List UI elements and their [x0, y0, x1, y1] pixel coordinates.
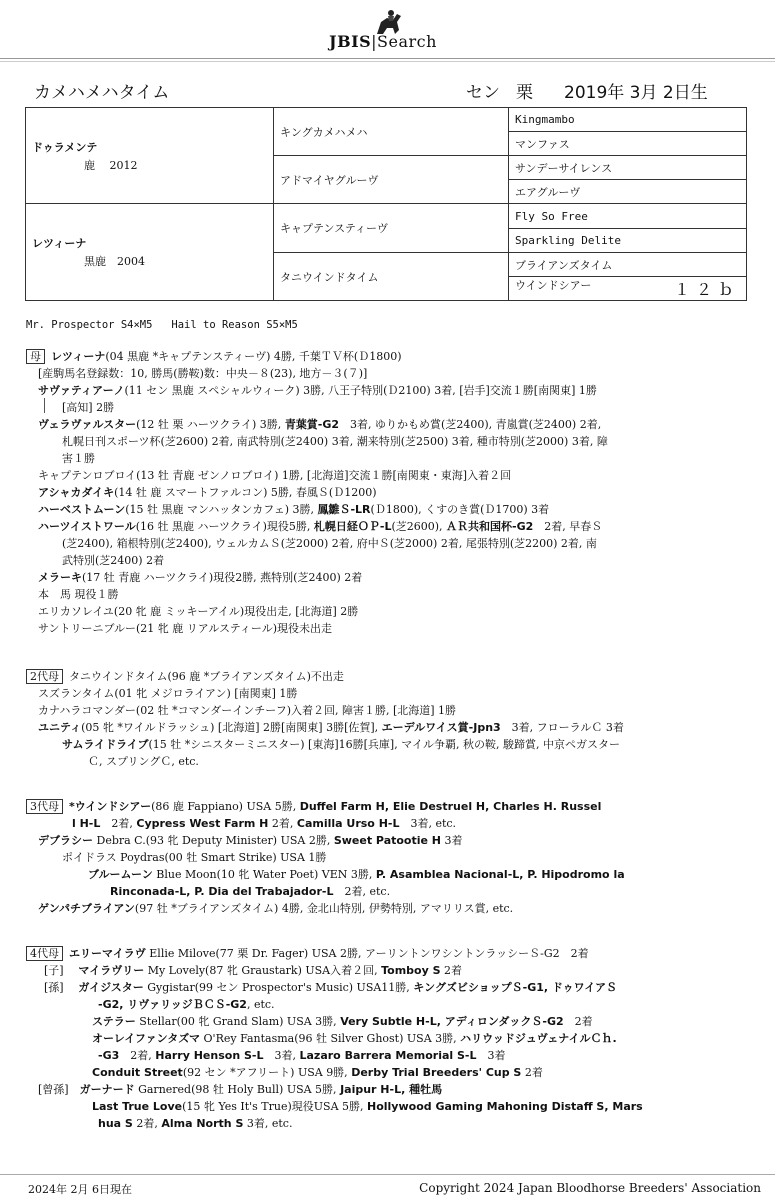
- race-link[interactable]: ＡＲ共和国杯-G2: [446, 520, 534, 533]
- record-line: [26, 348, 402, 365]
- record-text: [曾孫]: [38, 1083, 69, 1096]
- sibling-connector: [44, 398, 45, 413]
- record-text: Ｃ, スプリングＣ, etc.: [88, 755, 199, 768]
- record-line: [38, 416, 601, 433]
- record-text: (97 牡 *ブライアンズタイム) 4勝, 金北山特別, 伊勢特別, アマリリス賞, etc.: [134, 902, 514, 915]
- record-text: スズランタイム(01 牝 メジロライアン) [南関東] 1勝: [38, 687, 298, 700]
- record-text: 2着,: [119, 1049, 156, 1062]
- race-link[interactable]: ガイジスター: [63, 981, 144, 994]
- record-line: [38, 467, 511, 484]
- horse-link[interactable]: オーレイファンタズマ: [92, 1032, 201, 1045]
- record-line: [62, 399, 114, 416]
- record-text: キャプテンロブロイ(13 牡 青鹿 ゼンノロブロイ) 1勝, [北海道]交流１勝[南関東・東海]入着２回: [38, 469, 512, 482]
- record-text: (92 セン *アフリート) USA 9勝,: [182, 1066, 352, 1079]
- record-line: [88, 753, 199, 770]
- record-text: 2着: [563, 1015, 593, 1028]
- race-link[interactable]: 青葉賞-G2: [284, 418, 340, 431]
- family-number: １２ｂ: [673, 280, 740, 299]
- dam-detail: 黒鹿 2004: [84, 255, 145, 268]
- header-divider-2: [0, 61, 775, 62]
- record-line: [38, 518, 602, 535]
- record-line: [38, 702, 456, 719]
- record-text: 2着, 早春Ｓ: [533, 520, 603, 533]
- inbreeding-note: Mr. Prospector S4×M5 Hail to Reason S5×M5: [26, 319, 298, 331]
- record-text: (05 牝 *ワイルドラッシュ) [北海道] 2勝[南関東] 3勝[佐賀],: [81, 721, 382, 734]
- record-text: 3着, フローラルＣ 3着: [500, 721, 624, 734]
- record-text: 2着, etc.: [333, 885, 391, 898]
- record-text: (芝2600),: [391, 520, 447, 533]
- record-text: 2着,: [132, 1117, 162, 1130]
- record-text: Blue Moon(10 牝 Water Poet) VEN 3勝,: [152, 868, 376, 881]
- record-text: 札幌日刊スポーツ杯(芝2600) 2着, 南武特別(芝2400) 3着, 潮来特別(芝2500) 3着, 種市特別(芝2000) 3着, 障: [62, 435, 608, 448]
- sire-sire-cell[interactable]: キングカメハメハ: [274, 108, 509, 156]
- generation-label: 母: [26, 349, 45, 364]
- record-text: My Lovely(87 牝 Graustark) USA入着２回,: [144, 964, 382, 977]
- logo-divider: |: [371, 32, 378, 51]
- horse-link[interactable]: Rinconada-L, P. Dia del Trabajador-L: [110, 885, 334, 898]
- record-text: 本 馬 現役１勝: [38, 588, 119, 601]
- horse-color: 栗: [516, 83, 533, 103]
- record-text: 2着,: [100, 817, 137, 830]
- horse-link[interactable]: ハーベストムーン: [38, 503, 126, 516]
- record-text: O'Rey Fantasma(96 牡 Silver Ghost) USA 3勝,: [200, 1032, 461, 1045]
- record-line: [26, 945, 589, 962]
- dam-dam-cell[interactable]: タニウインドタイム: [274, 253, 509, 301]
- record-text: [孫]: [44, 981, 64, 994]
- sire-sire-sire[interactable]: Kingmambo: [509, 108, 747, 132]
- race-link[interactable]: Derby Trial Breeders' Cup S: [351, 1066, 522, 1079]
- record-text: Garnered(98 牡 Holy Bull) USA 5勝,: [134, 1083, 341, 1096]
- record-line: [62, 736, 620, 753]
- horse-link[interactable]: Last True Love: [92, 1100, 183, 1113]
- logo-text-search: Search: [377, 32, 437, 51]
- horse-link[interactable]: ユニティ: [38, 721, 82, 734]
- race-link[interactable]: Camilla Urso H-L: [296, 817, 400, 830]
- footer-divider: [0, 1174, 775, 1175]
- dam-sire-cell[interactable]: キャプテンスティーヴ: [274, 204, 509, 253]
- dam-dam-dam[interactable]: ウインドシアー: [515, 279, 592, 292]
- record-text: 2着: [521, 1066, 543, 1079]
- sire-dam-dam[interactable]: エアグルーヴ: [509, 180, 747, 204]
- record-text: (15 牝 Yes It's True)現役USA 5勝,: [182, 1100, 367, 1113]
- record-line: [38, 603, 358, 620]
- record-text: 2着: [440, 964, 463, 977]
- race-link[interactable]: ガーナード: [68, 1083, 135, 1096]
- record-line: [62, 552, 164, 569]
- horse-link[interactable]: -G3: [98, 1049, 120, 1062]
- race-link[interactable]: Jaipur H-L, 種牡馬: [340, 1083, 443, 1096]
- horse-link[interactable]: ヴェラヴァルスター: [38, 418, 137, 431]
- record-line: [38, 719, 624, 736]
- logo-text-jbis: JBIS: [329, 32, 372, 51]
- record-text: Stellar(00 牝 Grand Slam) USA 3勝,: [135, 1015, 341, 1028]
- horse-title-row: [34, 78, 734, 102]
- record-text: 3着, ゆりかもめ賞(芝2400), 青嵐賞(芝2400) 2着,: [339, 418, 602, 431]
- record-line: [110, 883, 390, 900]
- record-text: (86 鹿 Fappiano) USA 5勝,: [151, 800, 300, 813]
- race-link[interactable]: ハリウッドジュヴェナイルＣｈ.: [460, 1032, 617, 1045]
- dam-cell: [26, 204, 274, 301]
- race-link[interactable]: キングズビショップＳ-G1, ドゥワイアＳ: [413, 981, 617, 994]
- race-link[interactable]: Lazaro Barrera Memorial S-L: [299, 1049, 477, 1062]
- record-text: 3着,: [263, 1049, 300, 1062]
- horse-name: カメハメハタイム: [34, 83, 170, 103]
- horse-link[interactable]: ハーツイストワール: [38, 520, 136, 533]
- record-line: [38, 620, 332, 637]
- generation-label: 2代母: [26, 669, 63, 684]
- record-line: [88, 866, 625, 883]
- record-text: 武特別(芝2400) 2着: [62, 554, 165, 567]
- record-text: , etc.: [246, 998, 275, 1011]
- record-line: [62, 450, 95, 467]
- generation-label: 3代母: [26, 799, 63, 814]
- record-text: (14 牡 鹿 スマートファルコン) 5勝, 春風Ｓ(Ｄ1200): [114, 486, 377, 499]
- record-text: [産駒馬名登録数：10, 勝馬(勝鞍)数：中央－８(23), 地方－３(７)]: [38, 367, 368, 380]
- record-text: 2着,: [268, 817, 297, 830]
- record-text: サントリーニブルー(21 牝 鹿 リアルスティール)現役未出走: [38, 622, 332, 635]
- horse-link[interactable]: サムライドライブ: [62, 738, 149, 751]
- race-link[interactable]: 鳳雛Ｓ-LR: [317, 503, 371, 516]
- record-line: [38, 1081, 442, 1098]
- record-text: 3着: [441, 834, 463, 847]
- horse-link[interactable]: l H-L: [72, 817, 101, 830]
- record-text: [子]: [44, 964, 64, 977]
- sire-name[interactable]: ドゥラメンテ: [32, 140, 98, 154]
- race-link[interactable]: エーデルワイス賞-Jpn3: [381, 721, 501, 734]
- record-text: (11 セン 黒鹿 スペシャルウィーク) 3勝, 八王子特別(Ｄ2100) 3着, [岩手]交流１勝[南関東] 1勝: [124, 384, 597, 397]
- sire-cell: [26, 108, 274, 204]
- horse-link[interactable]: アシャカダイキ: [38, 486, 115, 499]
- record-text: (15 牡 *シニスターミニスター) [東海]16勝[兵庫], マイル争覇, 秋の鞍, 駿蹄賞, 中京ペガスター: [148, 738, 620, 751]
- record-line: [98, 996, 275, 1013]
- horse-link[interactable]: デブラシー: [38, 834, 93, 847]
- record-line: [38, 484, 377, 501]
- horse-link[interactable]: ステラー: [92, 1015, 136, 1028]
- record-text: 3着: [476, 1049, 506, 1062]
- horse-sex: セン: [466, 83, 500, 103]
- record-line: [62, 433, 608, 450]
- race-link[interactable]: Duffel Farm H, Elie Destruel H, Charles H. Russel: [299, 800, 602, 813]
- as-of-date: 2024年 2月 6日現在: [28, 1183, 132, 1196]
- record-line: [98, 1115, 292, 1132]
- record-line: [26, 798, 601, 815]
- dam-sire-sire[interactable]: Fly So Free: [509, 204, 747, 229]
- race-link[interactable]: Sweet Patootie H: [333, 834, 442, 847]
- record-line: [38, 685, 297, 702]
- record-line: [72, 815, 456, 832]
- horse-link[interactable]: Conduit Street: [92, 1066, 183, 1079]
- record-text: Ellie Milove(77 栗 Dr. Fager) USA 2勝, アーリントンワシントンラッシーＳ-G2 2着: [145, 947, 589, 960]
- horse-link[interactable]: メラーキ: [38, 571, 82, 584]
- dam-sire-dam[interactable]: Sparkling Delite: [509, 229, 747, 253]
- record-line: [38, 832, 463, 849]
- record-text: Debra C.(93 牝 Deputy Minister) USA 2勝,: [93, 834, 334, 847]
- record-line: [38, 569, 362, 586]
- record-text: (17 牡 青鹿 ハーツクライ)現役2勝, 燕特別(芝2400) 2着: [82, 571, 363, 584]
- record-text: エリカソレイユ(20 牝 鹿 ミッキーアイル)現役出走, [北海道] 2勝: [38, 605, 359, 618]
- record-line: [62, 535, 597, 552]
- jbis-logo[interactable]: [329, 8, 459, 52]
- copyright: Copyright 2024 Japan Bloodhorse Breeders' Association: [419, 1181, 761, 1195]
- record-text: (16 牡 黒鹿 ハーツクライ)現役5勝,: [135, 520, 314, 533]
- dam-dam-sire[interactable]: ブライアンズタイム: [509, 253, 747, 277]
- race-link[interactable]: Cypress West Farm H: [136, 817, 269, 830]
- race-link[interactable]: P. Asamblea Nacional-L, P. Hipodromo la: [375, 868, 625, 881]
- horse-birthdate: 2019年 3月 2日生: [564, 83, 708, 103]
- race-link[interactable]: Alma North S: [161, 1117, 244, 1130]
- dam-dam-dam-cell: [509, 277, 747, 301]
- horse-link[interactable]: *ウインドシアー: [69, 800, 152, 813]
- horse-link[interactable]: -G2, リヴァリッジＢＣＳ-G2: [98, 998, 247, 1011]
- sire-dam-cell[interactable]: アドマイヤグルーヴ: [274, 156, 509, 204]
- record-text: カナハラコマンダー(02 牡 *コマンダーインチーフ)入着２回, 障害１勝, [北海道] 1勝: [38, 704, 457, 717]
- record-text: 3着, etc.: [399, 817, 457, 830]
- record-text: 害１勝: [62, 452, 95, 465]
- record-text: 3着, etc.: [243, 1117, 293, 1130]
- race-link[interactable]: Very Subtle H-L, アディロンダックＳ-G2: [340, 1015, 564, 1028]
- record-line: [38, 501, 549, 518]
- record-text: タニウインドタイム(96 鹿 *ブライアンズタイム)不出走: [69, 670, 344, 683]
- horse-link[interactable]: サヴァティアーノ: [38, 384, 125, 397]
- record-line: [38, 382, 597, 399]
- record-line: [62, 849, 326, 866]
- record-text: (04 黒鹿 *キャプテンスティーヴ) 4勝, 千葉ＴＶ杯(Ｄ1800): [105, 350, 402, 363]
- record-line: [92, 1030, 617, 1047]
- record-line: [26, 668, 344, 685]
- sire-detail: 鹿 2012: [84, 158, 138, 172]
- record-line: [92, 1098, 643, 1115]
- header-divider: [0, 58, 775, 59]
- record-text: (15 牡 黒鹿 マンハッタンカフェ) 3勝,: [125, 503, 318, 516]
- record-line: [38, 586, 119, 603]
- race-link[interactable]: 札幌日経ＯＰ-L: [313, 520, 392, 533]
- record-line: [92, 1013, 593, 1030]
- record-line: [44, 962, 462, 979]
- race-link[interactable]: Harry Henson S-L: [155, 1049, 264, 1062]
- record-text: (Ｄ1800), くすのき賞(Ｄ1700) 3着: [370, 503, 550, 516]
- horse-link[interactable]: ブルームーン: [88, 868, 153, 881]
- record-text: (芝2400), 箱根特別(芝2400), ウェルカムＳ(芝2000) 2着, 府中Ｓ(芝2000) 2着, 尾張特別(芝2200) 2着, 南: [62, 537, 597, 550]
- record-line: [92, 1064, 543, 1081]
- horse-link[interactable]: レツィーナ: [51, 350, 106, 363]
- record-text: ポイドラス Poydras(00 牡 Smart Strike) USA 1勝: [62, 851, 327, 864]
- race-link[interactable]: マイラヴリー: [63, 964, 145, 977]
- horse-link[interactable]: hua S: [98, 1117, 133, 1130]
- record-text: [高知] 2勝: [62, 401, 115, 414]
- record-line: [38, 365, 367, 382]
- horse-link[interactable]: エリーマイラヴ: [69, 947, 146, 960]
- record-text: Gygistar(99 セン Prospector's Music) USA11勝,: [143, 981, 414, 994]
- record-line: [98, 1047, 506, 1064]
- horse-link[interactable]: ゲンパチブライアン: [38, 902, 135, 915]
- race-link[interactable]: Tomboy S: [381, 964, 441, 977]
- sire-dam-sire[interactable]: サンデーサイレンス: [509, 156, 747, 180]
- record-line: [44, 979, 617, 996]
- record-text: (12 牡 栗 ハーツクライ) 3勝,: [136, 418, 285, 431]
- sire-sire-dam[interactable]: マンファス: [509, 132, 747, 156]
- record-line: [38, 900, 513, 917]
- race-link[interactable]: Hollywood Gaming Mahoning Distaff S, Mars: [367, 1100, 643, 1113]
- dam-name[interactable]: レツィーナ: [32, 237, 87, 250]
- pedigree-table: [25, 107, 747, 301]
- generation-label: 4代母: [26, 946, 63, 961]
